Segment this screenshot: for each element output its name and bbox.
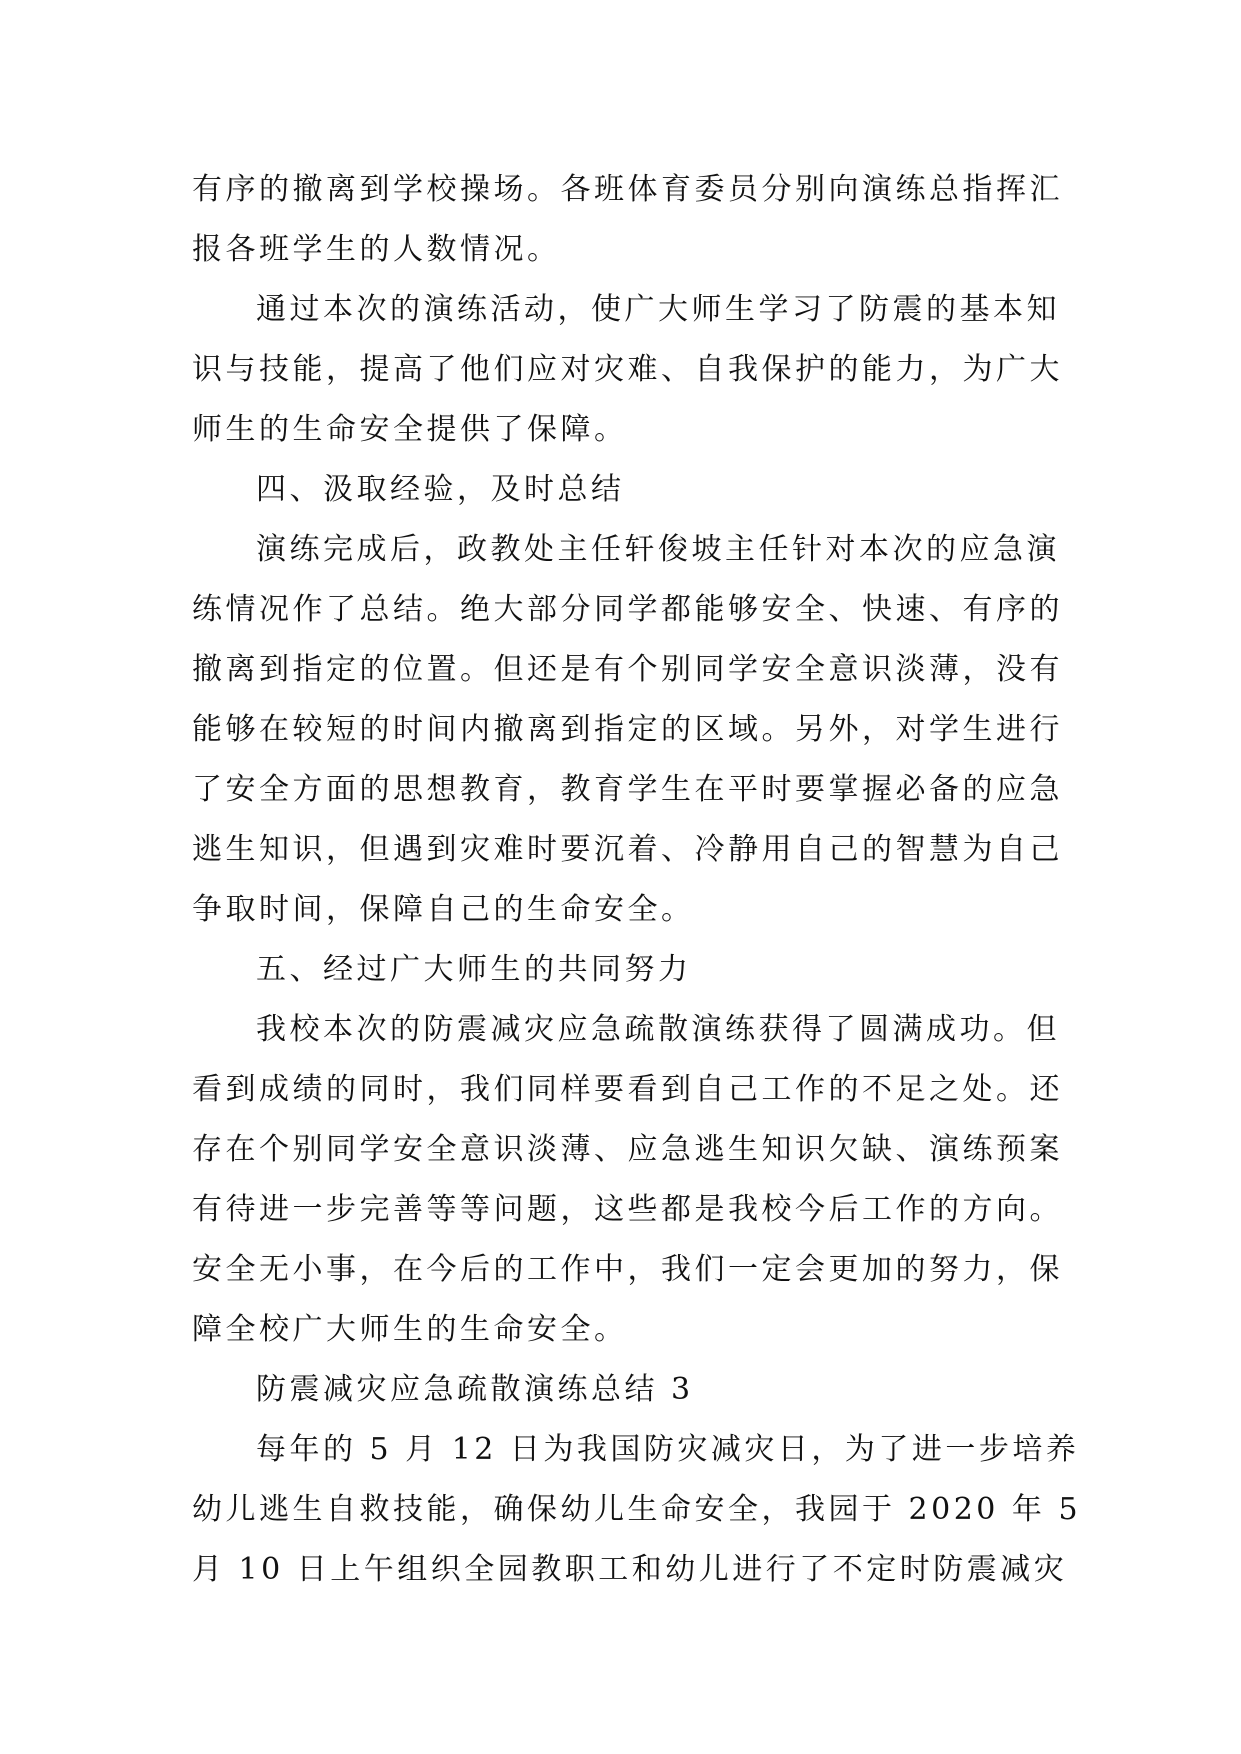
text-line: 幼儿逃生自救技能，确保幼儿生命安全，我园于 2020 年 5 <box>192 1492 1082 1527</box>
text-line: 报各班学生的人数情况。 <box>192 232 561 267</box>
text-line: 看到成绩的同时，我们同样要看到自己工作的不足之处。还 <box>192 1072 1063 1107</box>
text-line: 争取时间，保障自己的生命安全。 <box>192 892 695 927</box>
text-line: 逃生知识，但遇到灾难时要沉着、冷静用自己的智慧为自己 <box>192 832 1063 867</box>
document-body <box>192 160 1082 1600</box>
text-line: 识与技能，提高了他们应对灾难、自我保护的能力，为广大 <box>192 352 1063 387</box>
text-line: 四、汲取经验，及时总结 <box>256 472 625 507</box>
text-line: 有序的撤离到学校操场。各班体育委员分别向演练总指挥汇 <box>192 172 1063 207</box>
text-line: 演练完成后，政教处主任轩俊坡主任针对本次的应急演 <box>256 532 1060 567</box>
text-line: 防震减灾应急疏散演练总结 3 <box>256 1372 694 1407</box>
text-line: 了安全方面的思想教育，教育学生在平时要掌握必备的应急 <box>192 772 1063 807</box>
text-line: 存在个别同学安全意识淡薄、应急逃生知识欠缺、演练预案 <box>192 1132 1063 1167</box>
text-line: 月 10 日上午组织全园教职工和幼儿进行了不定时防震减灾 <box>192 1552 1068 1587</box>
text-line: 我校本次的防震减灾应急疏散演练获得了圆满成功。但 <box>256 1012 1060 1047</box>
text-line: 有待进一步完善等等问题，这些都是我校今后工作的方向。 <box>192 1192 1063 1227</box>
text-line: 障全校广大师生的生命安全。 <box>192 1312 628 1347</box>
text-line: 每年的 5 月 12 日为我国防灾减灾日，为了进一步培养 <box>256 1432 1080 1467</box>
text-line: 练情况作了总结。绝大部分同学都能够安全、快速、有序的 <box>192 592 1063 627</box>
text-line: 撤离到指定的位置。但还是有个别同学安全意识淡薄，没有 <box>192 652 1063 687</box>
text-line: 五、经过广大师生的共同努力 <box>256 952 692 987</box>
text-line: 能够在较短的时间内撤离到指定的区域。另外，对学生进行 <box>192 712 1063 747</box>
text-line: 安全无小事，在今后的工作中，我们一定会更加的努力，保 <box>192 1252 1063 1287</box>
text-line: 师生的生命安全提供了保障。 <box>192 412 628 447</box>
text-line: 通过本次的演练活动，使广大师生学习了防震的基本知 <box>256 292 1060 327</box>
